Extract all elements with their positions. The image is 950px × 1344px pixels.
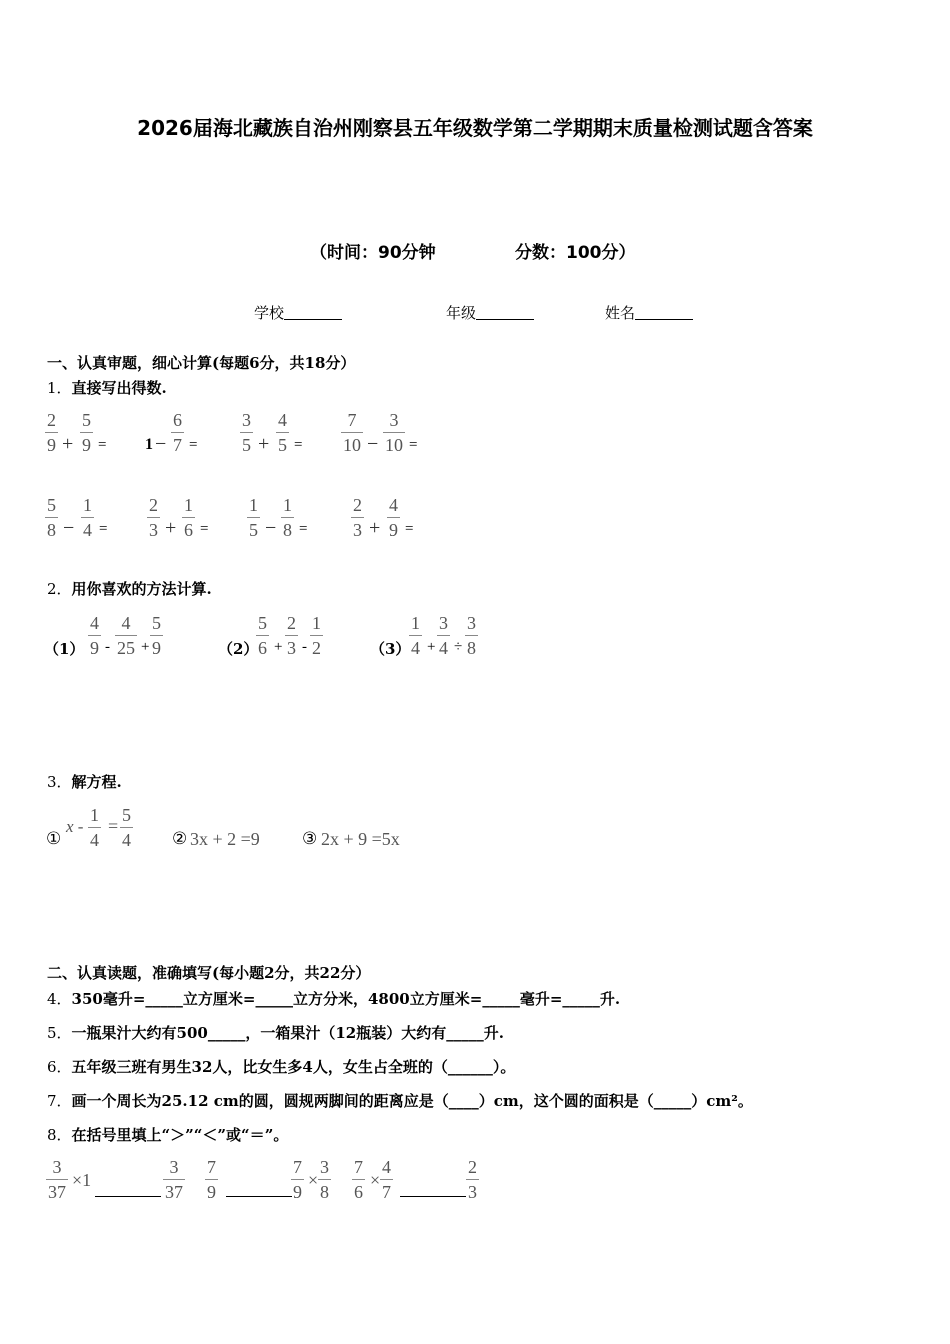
fraction: $\frac{4}{7}$: [382, 1157, 391, 1202]
fraction: $\frac{5}{8}$: [47, 495, 56, 540]
fraction: $\frac{5}{9}$: [82, 410, 91, 455]
question-7: 7．画一个周长为25.12 cm的圆，圆规两脚间的距离应是（____）cm，这个圆的面积是（_____）cm²。: [47, 1092, 753, 1110]
grade-field[interactable]: [446, 302, 534, 323]
problem-label: （3）: [370, 640, 411, 658]
fraction: $\frac{5}{9}$: [152, 613, 161, 658]
equation-expression: 2x + 9 =5x: [321, 829, 400, 849]
fraction: $\frac{1}{2}$: [312, 613, 321, 658]
equals-sign: =: [294, 437, 303, 453]
fraction: $\frac{4}{9}$: [90, 613, 99, 658]
equals-sign: =: [108, 816, 119, 836]
minus-operator: −: [367, 433, 379, 455]
fraction: $\frac{3}{37}$: [48, 1157, 66, 1202]
plus-operator: +: [274, 639, 283, 655]
fraction: $\frac{3}{4}$: [439, 613, 448, 658]
section1-title: 一、认真审题，细心计算(每题6分，共18分）: [47, 354, 356, 372]
fraction: $\frac{2}{3}$: [468, 1157, 477, 1202]
fraction: $\frac{7}{9}$: [207, 1157, 216, 1202]
minus-operator: −: [265, 517, 277, 539]
answer-blank[interactable]: [226, 1196, 292, 1197]
plus-operator: +: [62, 433, 74, 455]
times-one: ×1: [72, 1170, 92, 1190]
fraction: $\frac{3}{10}$: [385, 410, 403, 455]
equals-sign: =: [98, 437, 107, 453]
fraction: $\frac{3}{5}$: [242, 410, 251, 455]
question-8: 8．在括号里填上“＞”“＜”或“＝”。: [47, 1126, 289, 1144]
answer-blank[interactable]: [95, 1196, 161, 1197]
plus-operator: +: [165, 517, 177, 539]
equals-sign: =: [409, 437, 418, 453]
answer-blank[interactable]: [400, 1196, 466, 1197]
fraction: $\frac{1}{4}$: [83, 495, 92, 540]
problem-label: （2）: [218, 640, 259, 658]
minus-operator: -: [105, 639, 110, 655]
plus-operator: +: [258, 433, 270, 455]
fraction: $\frac{7}{6}$: [354, 1157, 363, 1202]
equation-label: ②: [172, 829, 188, 849]
fraction: $\frac{4}{25}$: [117, 613, 135, 658]
fraction: $\frac{6}{7}$: [173, 410, 182, 455]
question-6: 6．五年级三班有男生32人，比女生多4人，女生占全班的（______）。: [47, 1058, 516, 1076]
equation-label: ③: [302, 829, 318, 849]
fraction: $\frac{5}{4}$: [122, 805, 131, 850]
fraction: $\frac{4}{9}$: [389, 495, 398, 540]
plus-operator: +: [141, 639, 150, 655]
equals-sign: =: [299, 521, 308, 537]
equation-label: ①: [46, 829, 62, 849]
exam-time: （时间：90分钟: [310, 243, 436, 263]
fraction: $\frac{2}{3}$: [149, 495, 158, 540]
equals-sign: =: [200, 521, 209, 537]
equation-expression: 3x + 2 =9: [190, 829, 260, 849]
school-label: 学校: [254, 304, 285, 322]
plus-operator: +: [427, 639, 436, 655]
fraction: $\frac{2}{9}$: [47, 410, 56, 455]
equals-sign: =: [405, 521, 414, 537]
minus-operator: −: [155, 433, 167, 455]
question-2: 2．用你喜欢的方法计算.: [47, 580, 212, 598]
document-title: 2026届海北藏族自治州刚察县五年级数学第二学期期末质量检测试题含答案: [137, 116, 813, 140]
question-3: 3．解方程.: [47, 773, 122, 791]
minus-operator: −: [63, 517, 75, 539]
plus-operator: +: [369, 517, 381, 539]
school-field[interactable]: [254, 302, 342, 323]
fraction: $\frac{3}{8}$: [467, 613, 476, 658]
equals-sign: =: [99, 521, 108, 537]
fraction: $\frac{3}{37}$: [165, 1157, 183, 1202]
fraction: $\frac{3}{8}$: [320, 1157, 329, 1202]
fraction: $\frac{7}{9}$: [293, 1157, 302, 1202]
times-operator: ×: [308, 1170, 319, 1190]
times-operator: ×: [370, 1170, 381, 1190]
fraction: $\frac{2}{3}$: [353, 495, 362, 540]
fraction: $\frac{1}{6}$: [184, 495, 193, 540]
fraction: $\frac{1}{4}$: [90, 805, 99, 850]
section2-title: 二、认真读题，准确填写(每小题2分，共22分）: [47, 964, 371, 982]
fraction: $\frac{1}{4}$: [411, 613, 420, 658]
grade-label: 年级: [446, 304, 477, 322]
fraction: $\frac{2}{3}$: [287, 613, 296, 658]
question-4: 4．350毫升=_____立方厘米=_____立方分米，4800立方厘米=_____毫升=_____升.: [47, 990, 621, 1008]
question-1: 1．直接写出得数.: [47, 379, 167, 397]
divide-operator: ÷: [454, 639, 463, 655]
fraction: $\frac{1}{8}$: [283, 495, 292, 540]
question-5: 5．一瓶果汁大约有500_____，一箱果汁（12瓶装）大约有_____升.: [47, 1024, 504, 1042]
minus-operator: -: [302, 639, 307, 655]
fraction: $\frac{7}{10}$: [343, 410, 361, 455]
whole-number: 1: [145, 436, 153, 453]
fraction: $\frac{5}{6}$: [258, 613, 267, 658]
problem-label: （1）: [44, 640, 85, 658]
fraction: $\frac{4}{5}$: [278, 410, 287, 455]
equals-sign: =: [189, 437, 198, 453]
equation-lhs: x -: [66, 817, 84, 836]
fraction: $\frac{1}{5}$: [249, 495, 258, 540]
name-label: 姓名: [605, 304, 636, 322]
name-field[interactable]: [605, 302, 693, 323]
exam-score: 分数：100分）: [515, 243, 636, 263]
